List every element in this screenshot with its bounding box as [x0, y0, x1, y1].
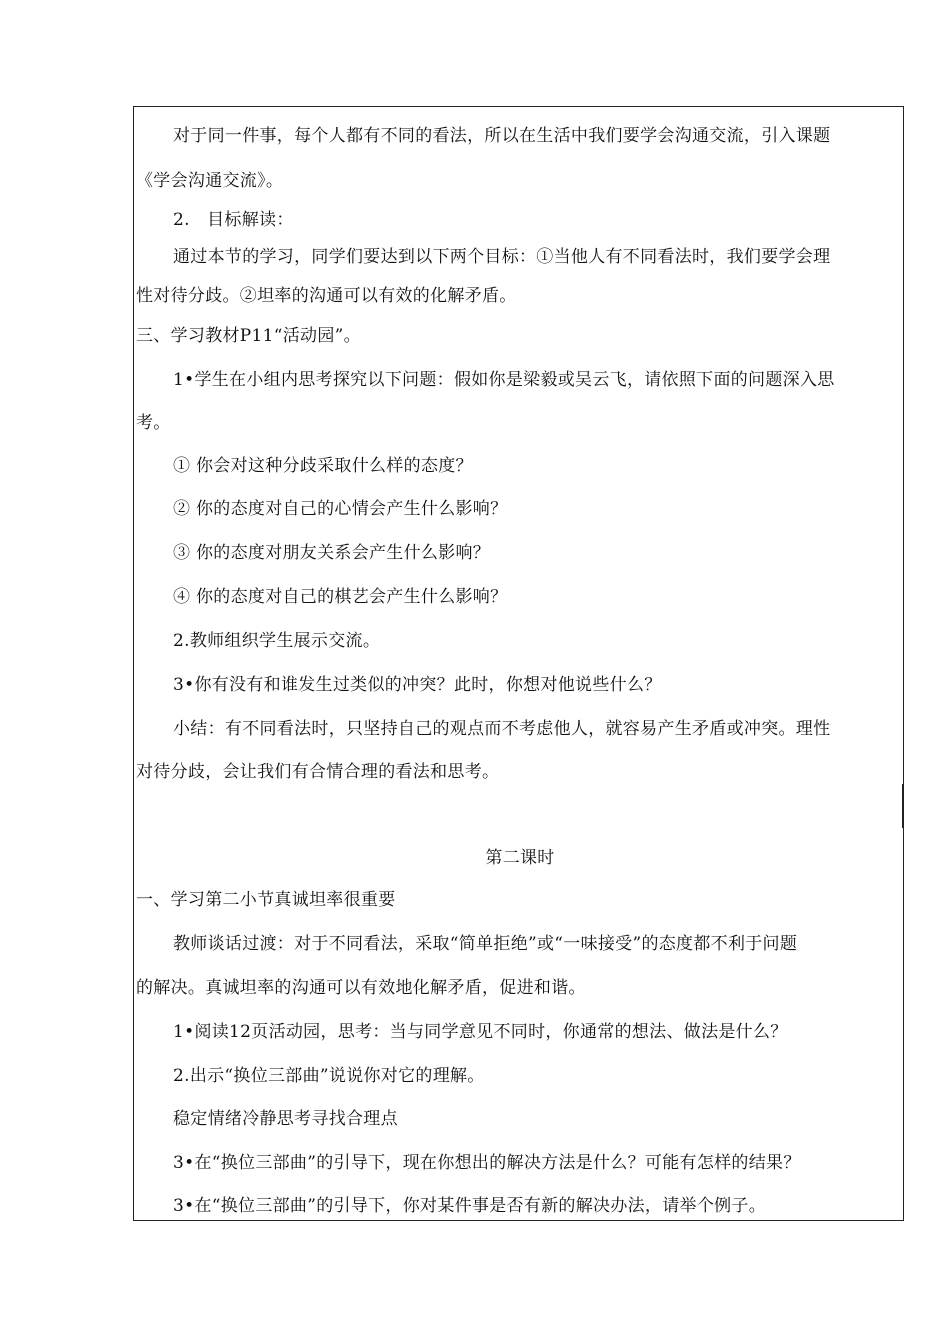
summary-line-2: 对待分歧，会让我们有合情合理的看法和思考。 [136, 762, 500, 782]
goal-text-1: 通过本节的学习，同学们要达到以下两个目标：①当他人有不同看法时，我们要学会理 [173, 247, 831, 267]
paragraph-intro-2: 《学会沟通交流》。 [136, 171, 284, 191]
goal-heading: 2. 目标解读： [173, 210, 294, 230]
question-4: ④ 你的态度对自己的棋艺会产生什么影响？ [173, 587, 508, 607]
transition-line-1: 教师谈话过渡：对于不同看法，采取“简单拒绝”或“一味接受”的态度都不利于问题 [173, 934, 798, 954]
lesson-two-task-2: 2.出示“换位三部曲”说说你对它的理解。 [173, 1066, 485, 1086]
lesson-two-task-3: 3•在“换位三部曲”的引导下，现在你想出的解决方法是什么？可能有怎样的结果？ [173, 1153, 801, 1173]
task-1-line-1: 1•学生在小组内思考探究以下问题：假如你是梁毅或吴云飞，请依照下面的问题深入思 [173, 370, 835, 390]
table-border-mark [902, 784, 904, 828]
second-lesson-title: 第二课时 [485, 848, 555, 868]
question-3: ③ 你的态度对朋友关系会产生什么影响？ [173, 543, 491, 563]
transition-line-2: 的解决。真诚坦率的沟通可以有效地化解矛盾，促进和谐。 [136, 978, 586, 998]
section-three-heading: 三、学习教材P11“活动园”。 [136, 326, 361, 346]
task-3: 3•你有没有和谁发生过类似的冲突？此时，你想对他说些什么？ [173, 675, 662, 695]
summary-line-1: 小结：有不同看法时，只坚持自己的观点而不考虑他人，就容易产生矛盾或冲突。理性 [173, 719, 831, 739]
question-2: ② 你的态度对自己的心情会产生什么影响？ [173, 499, 508, 519]
goal-text-2: 性对待分歧。②坦率的沟通可以有效的化解矛盾。 [136, 286, 517, 306]
lesson-two-section-heading: 一、学习第二小节真诚坦率很重要 [136, 890, 396, 910]
question-1: ① 你会对这种分歧采取什么样的态度？ [173, 456, 473, 476]
task-2: 2.教师组织学生展示交流。 [173, 631, 381, 651]
task-1-line-2: 考。 [136, 413, 171, 433]
lesson-two-task-4: 3•在“换位三部曲”的引导下，你对某件事是否有新的解决办法，请举个例子。 [173, 1196, 767, 1216]
three-steps-text: 稳定情绪冷静思考寻找合理点 [173, 1109, 398, 1129]
lesson-two-task-1: 1•阅读12页活动园，思考：当与同学意见不同时，你通常的想法、做法是什么？ [173, 1022, 788, 1042]
lesson-table-frame [133, 106, 904, 1221]
paragraph-intro-1: 对于同一件事，每个人都有不同的看法，所以在生活中我们要学会沟通交流，引入课题 [173, 126, 831, 146]
